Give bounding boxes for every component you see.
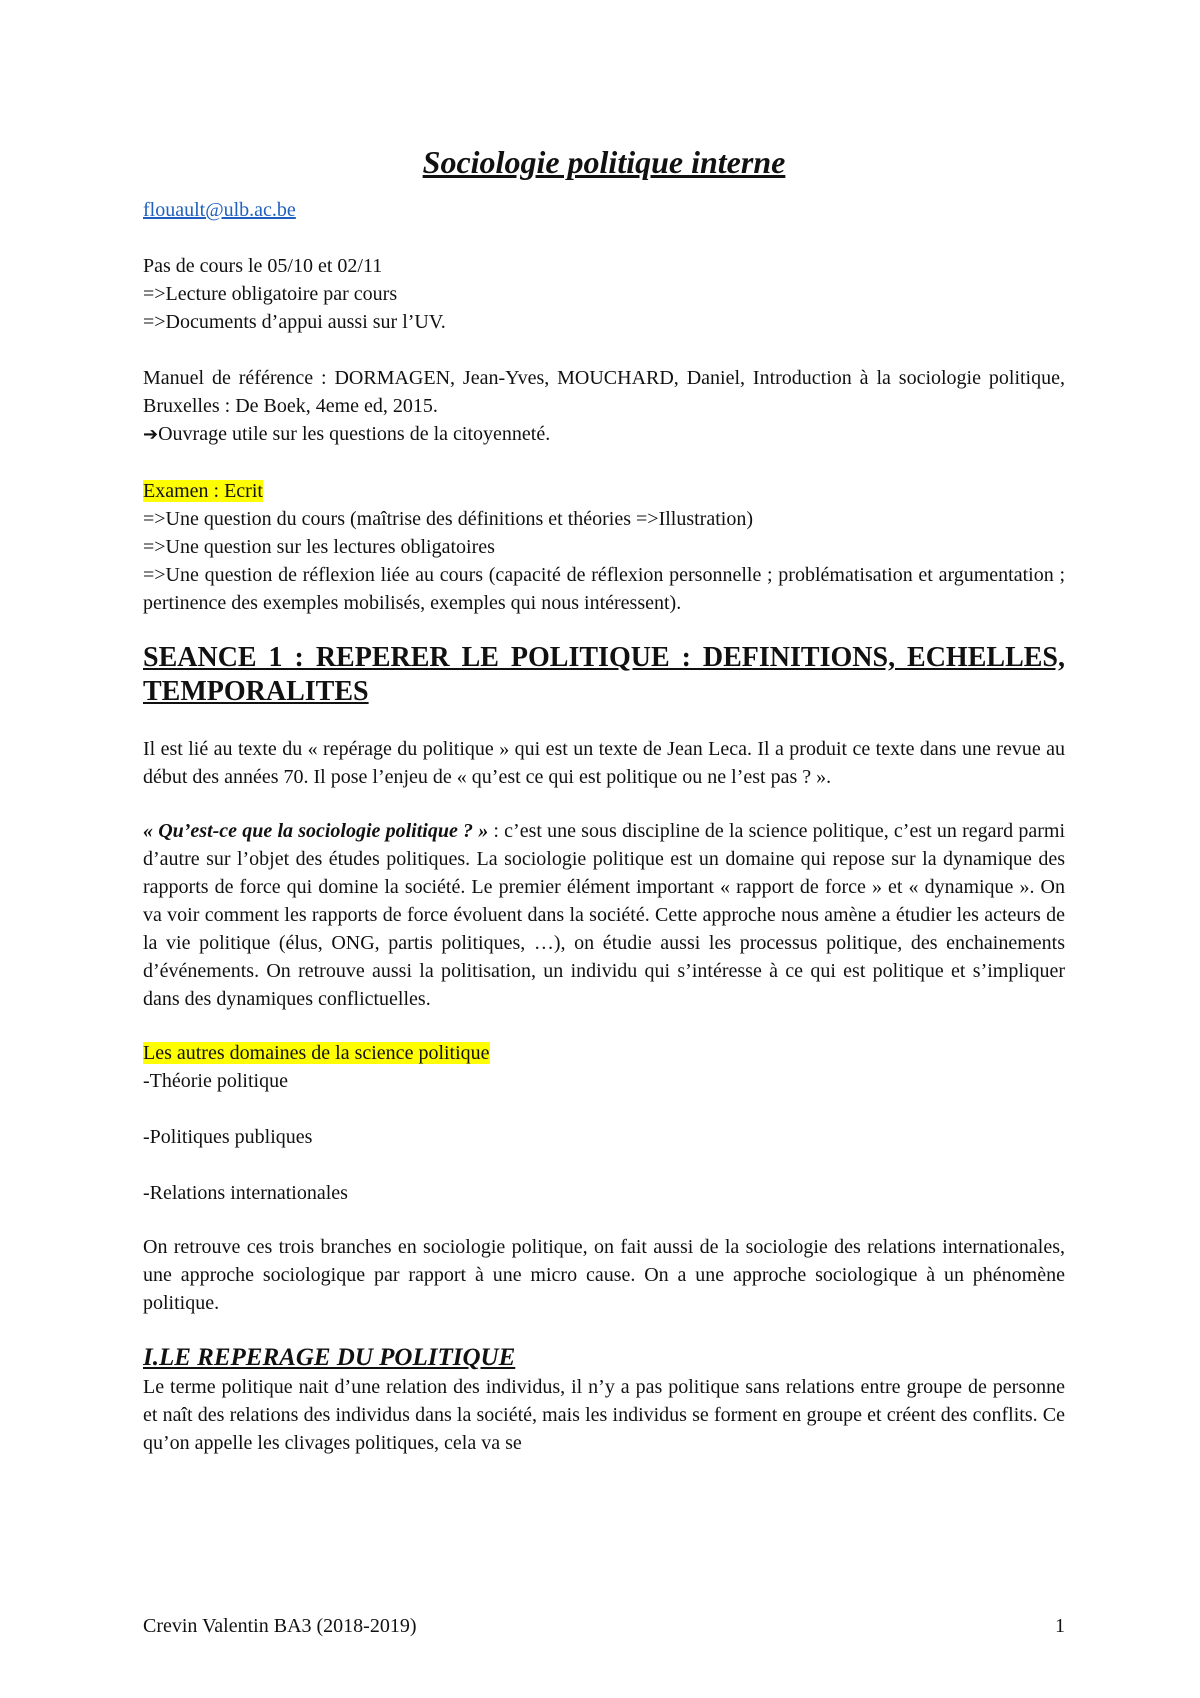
notice-line: =>Documents d’appui aussi sur l’UV. bbox=[143, 311, 446, 333]
email-link[interactable]: flouault@ulb.ac.be bbox=[143, 199, 296, 221]
manuel-reference: Manuel de référence : DORMAGEN, Jean-Yves, MOUCHARD, Daniel, Introduction à la sociologie politique, Bruxelles : De Boek, 4eme ed, 2015. bbox=[143, 367, 1065, 417]
examen-question: =>Une question du cours (maîtrise des définitions et théories =>Illustration) bbox=[143, 508, 753, 530]
arrow-right-icon: ➔ bbox=[143, 424, 159, 445]
manuel-note-text: Ouvrage utile sur les questions de la citoyenneté. bbox=[158, 423, 551, 445]
reperage-text: Le terme politique nait d’une relation des individus, il n’y a pas politique sans relations entre groupe de personne et naît des relations des individus dans la société, mais les individus se forment en groupe et créent des conflits. Ce qu’on appelle les clivages politiques, cela va se bbox=[143, 1376, 1065, 1454]
sociologie-question: « Qu’est-ce que la sociologie politique ? » bbox=[143, 820, 489, 842]
page-content bbox=[143, 142, 1065, 1457]
notice-line: =>Lecture obligatoire par cours bbox=[143, 283, 398, 305]
domaines-heading: Les autres domaines de la science politique bbox=[143, 1042, 490, 1064]
page-number: 1 bbox=[1055, 1615, 1065, 1637]
manuel-note bbox=[143, 420, 1065, 449]
examen-question: =>Une question sur les lectures obligatoires bbox=[143, 536, 495, 558]
sociologie-definition-text: : c’est une sous discipline de la science politique, c’est un regard parmi d’autre sur l’objet des études politiques. La sociologie politique est un domaine qui repose sur la dynamique des rapports de force qui domine la société. Le premier élément important « rapport de force » et « dynamique ». On va voir comment les rapports de force évoluent dans la société. Cette approche nous amène a étudier les acteurs de la vie politique (élus, ONG, partis politiques, …), on étudie aussi les processus politique, des enchainements d’événements. On retrouve aussi la politisation, un individu qui s’intéresse à ce qui est politique et s’impliquer dans des dynamiques conflictuelles. bbox=[143, 820, 1065, 1010]
document-title: Sociologie politique interne bbox=[422, 144, 786, 180]
domaine-item: -Relations internationales bbox=[143, 1182, 348, 1204]
domaine-item: -Théorie politique bbox=[143, 1070, 288, 1092]
domaine-item: -Politiques publiques bbox=[143, 1126, 313, 1148]
reperage-title: I.LE REPERAGE DU POLITIQUE bbox=[143, 1344, 516, 1371]
sociologie-definition bbox=[143, 817, 1065, 1013]
examen-block bbox=[143, 477, 1065, 617]
examen-question: =>Une question de réflexion liée au cours (capacité de réflexion personnelle ; problématisation et argumentation ; pertinence des exemples mobilisés, exemples qui nous intéressent). bbox=[143, 564, 1065, 614]
manuel-block bbox=[143, 364, 1065, 449]
notice-line: Pas de cours le 05/10 et 02/11 bbox=[143, 255, 383, 277]
examen-heading: Examen : Ecrit bbox=[143, 480, 263, 502]
notice-block bbox=[143, 252, 1065, 336]
domaines-block bbox=[143, 1039, 1065, 1317]
domaines-paragraph: On retrouve ces trois branches en sociologie politique, on fait aussi de la sociologie des relations internationales, une approche sociologique par rapport à une micro cause. On a une approche sociologique à un phénomène politique. bbox=[143, 1236, 1065, 1314]
footer-author: Crevin Valentin BA3 (2018-2019) bbox=[143, 1615, 417, 1637]
seance-title: SEANCE 1 : REPERER LE POLITIQUE : DEFINITIONS, ECHELLES, TEMPORALITES bbox=[143, 642, 1065, 707]
seance-intro: Il est lié au texte du « repérage du politique » qui est un texte de Jean Leca. Il a produit ce texte dans une revue au début des années 70. Il pose l’enjeu de « qu’est ce qui est politique ou ne l’est pas ? ». bbox=[143, 738, 1065, 788]
